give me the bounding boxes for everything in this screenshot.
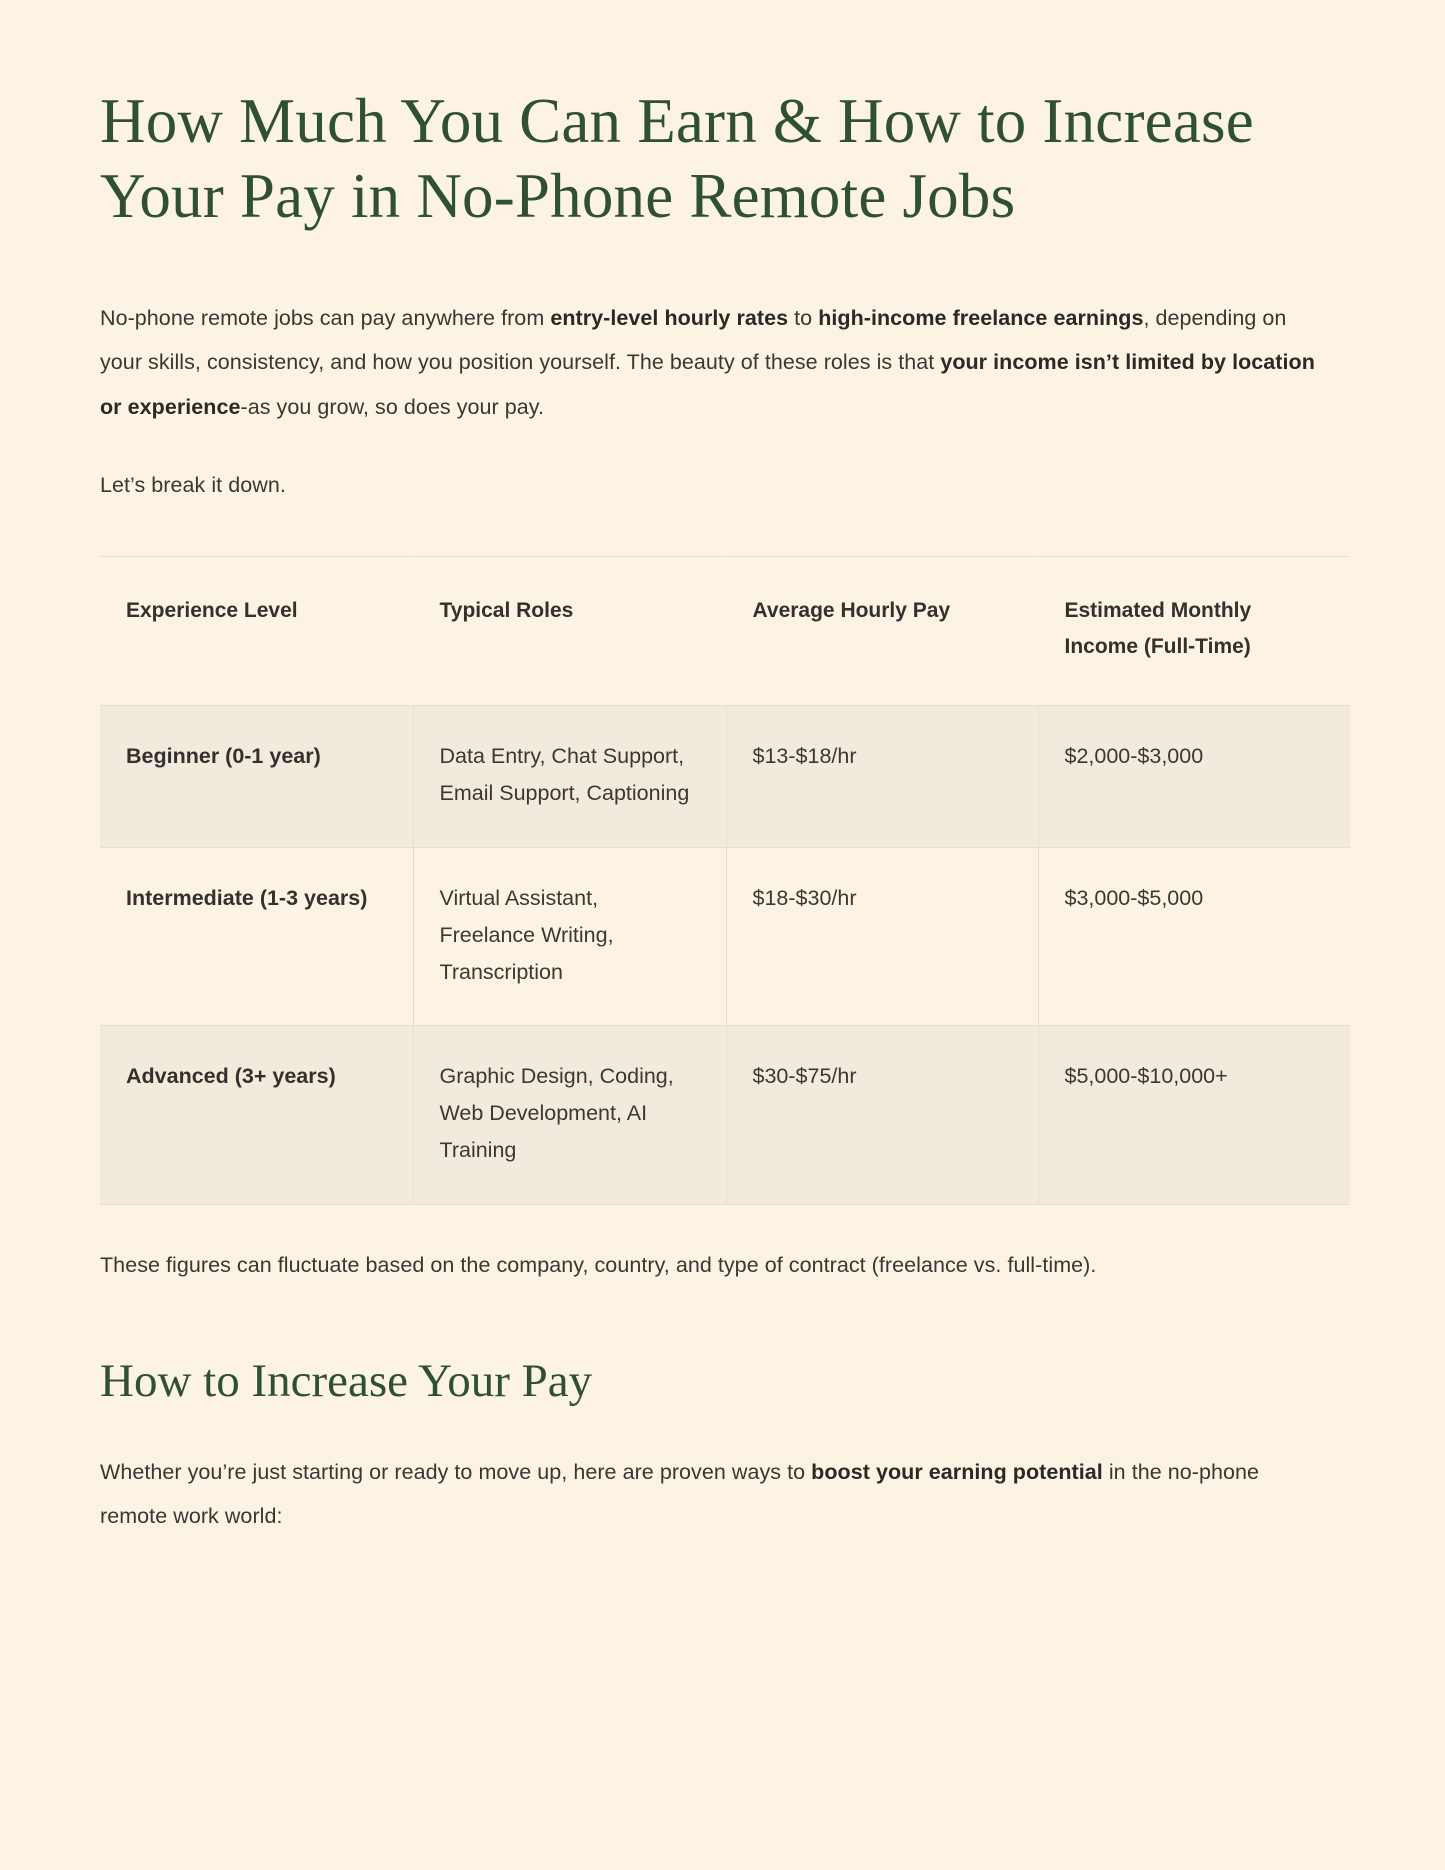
cell-experience-level: Advanced (3+ years)	[100, 1026, 413, 1205]
column-header-average-hourly-pay: Average Hourly Pay	[726, 556, 1038, 705]
closing-bold-1: boost your earning potential	[811, 1459, 1103, 1484]
cell-typical-roles: Virtual Assistant, Freelance Writing, Transcription	[413, 847, 726, 1026]
intro-bold-2: high-income freelance earnings	[818, 305, 1144, 330]
column-header-experience-level: Experience Level	[100, 556, 413, 705]
intro-bold-1: entry-level hourly rates	[550, 305, 789, 330]
cell-experience-level: Beginner (0-1 year)	[100, 706, 413, 847]
cell-estimated-monthly-income: $5,000-$10,000+	[1038, 1026, 1350, 1205]
intro-paragraph	[100, 296, 1325, 430]
table-note-paragraph: These figures can fluctuate based on the company, country, and type of contract (freelance vs. full-time).	[100, 1252, 1097, 1277]
page-title: How Much You Can Earn & How to Increase Your Pay in No-Phone Remote Jobs	[100, 86, 1254, 231]
cell-typical-roles: Data Entry, Chat Support, Email Support, Captioning	[413, 706, 726, 847]
cell-typical-roles: Graphic Design, Coding, Web Development, AI Training	[413, 1026, 726, 1205]
intro-bold-3: your income isn’t limited by location or experience	[100, 350, 1315, 419]
section-heading-how-to-increase-your-pay: How to Increase Your Pay	[100, 1355, 593, 1408]
cell-estimated-monthly-income: $3,000-$5,000	[1038, 847, 1350, 1026]
pay-table-body	[100, 706, 1350, 1205]
table-row	[100, 1026, 1350, 1205]
cell-average-hourly-pay: $13-$18/hr	[726, 706, 1038, 847]
intro-text-1: No-phone remote jobs can pay anywhere from	[100, 305, 551, 330]
cell-average-hourly-pay: $18-$30/hr	[726, 847, 1038, 1026]
column-header-typical-roles: Typical Roles	[413, 556, 726, 705]
pay-table-head	[100, 556, 1350, 705]
intro-text-2: to	[788, 305, 819, 330]
table-row	[100, 847, 1350, 1026]
pay-table-container	[100, 556, 1325, 1205]
table-row	[100, 706, 1350, 847]
cell-average-hourly-pay: $30-$75/hr	[726, 1026, 1038, 1205]
table-header-row	[100, 556, 1350, 705]
closing-text-1: Whether you’re just starting or ready to move up, here are proven ways to	[100, 1459, 812, 1484]
lead-in-paragraph: Let’s break it down.	[100, 473, 286, 498]
cell-estimated-monthly-income: $2,000-$3,000	[1038, 706, 1350, 847]
pay-table	[100, 556, 1350, 1205]
column-header-estimated-monthly-income: Estimated Monthly Income (Full-Time)	[1038, 556, 1350, 705]
closing-paragraph	[100, 1450, 1325, 1539]
intro-text-3: , depending on your skills, consistency, and how you position yourself. The beauty of these roles is that	[100, 305, 1287, 375]
cell-experience-level: Intermediate (1-3 years)	[100, 847, 413, 1026]
intro-text-4: -as you grow, so does your pay.	[240, 394, 544, 419]
closing-text-2: in the no-phone remote work world:	[100, 1459, 1260, 1529]
